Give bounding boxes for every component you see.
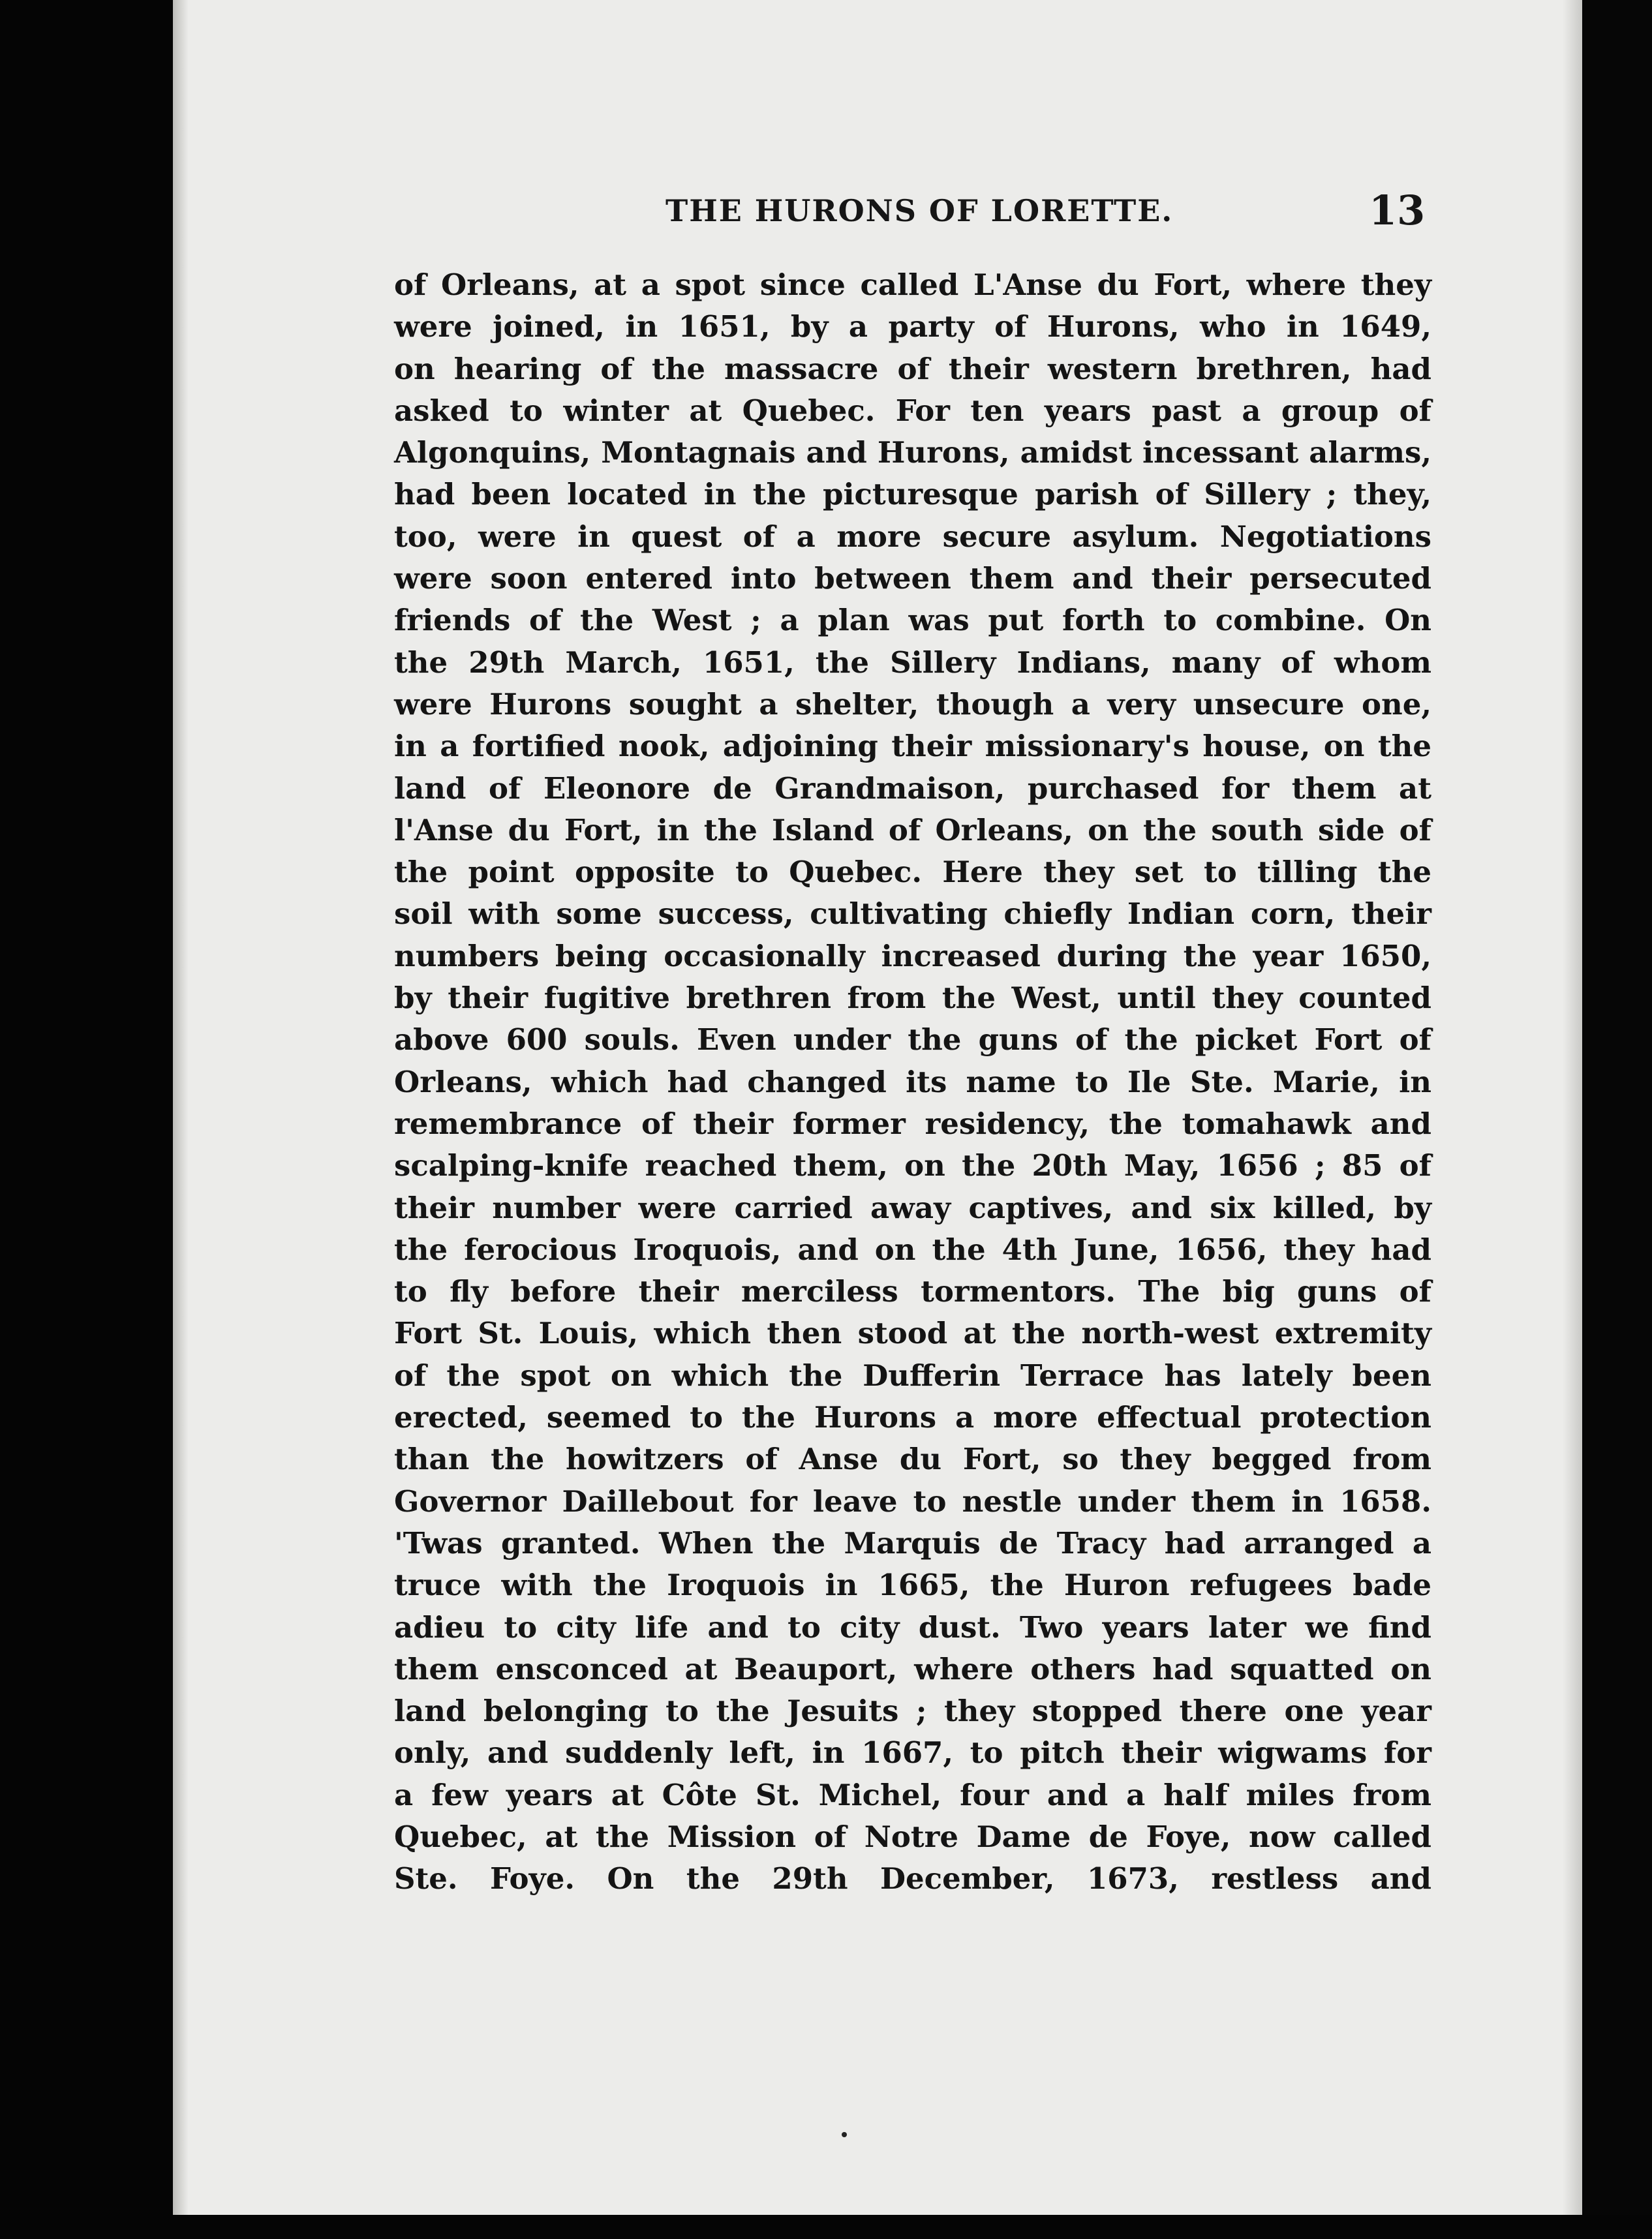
text-line: Governor Daillebout for leave to nestle under them in 1658.: [394, 1484, 1431, 1519]
text-line: the ferocious Iroquois, and on the 4th June, 1656, they had: [394, 1232, 1431, 1267]
text-line: Orleans, which had changed its name to Ile Ste. Marie, in: [394, 1064, 1431, 1099]
text-line: were soon entered into between them and their persecuted: [394, 561, 1431, 596]
text-line: numbers being occasionally increased during the year 1650,: [394, 938, 1431, 973]
text-line: of Orleans, at a spot since called L'Anse du Fort, where they: [394, 267, 1431, 302]
scan-border-right: [1582, 0, 1652, 2239]
text-line: Quebec, at the Mission of Notre Dame de Foye, now called: [394, 1819, 1431, 1854]
page-gutter-shadow: [173, 0, 189, 2215]
scan-border-bottom: [0, 2215, 1652, 2239]
text-line: to fly before their merciless tormentors. The big guns of: [394, 1274, 1431, 1309]
text-line: were joined, in 1651, by a party of Hurons, who in 1649,: [394, 309, 1431, 344]
text-line: too, were in quest of a more secure asylum. Negotiations: [394, 519, 1431, 554]
text-line: on hearing of the massacre of their western brethren, had: [394, 351, 1431, 386]
text-line: Fort St. Louis, which then stood at the north-west extremity: [394, 1316, 1431, 1351]
text-line: adieu to city life and to city dust. Two years later we find: [394, 1609, 1431, 1645]
ink-speck: [842, 2132, 847, 2137]
text-line: in a fortified nook, adjoining their missionary's house, on the: [394, 729, 1431, 764]
text-line: Ste. Foye. On the 29th December, 1673, restless and: [394, 1861, 1431, 1896]
text-line: had been located in the picturesque parish of Sillery ; they,: [394, 477, 1431, 512]
text-line: Algonquins, Montagnais and Hurons, amidst incessant alarms,: [394, 435, 1431, 470]
text-line: the 29th March, 1651, the Sillery Indians, many of whom: [394, 645, 1431, 680]
text-line: their number were carried away captives, and six killed, by: [394, 1190, 1431, 1225]
text-line: soil with some success, cultivating chiefly Indian corn, their: [394, 896, 1431, 932]
text-line: them ensconced at Beauport, where others had squatted on: [394, 1651, 1431, 1686]
text-line: land belonging to the Jesuits ; they stopped there one year: [394, 1694, 1431, 1729]
body-text: [394, 264, 1431, 1900]
page-edge-shadow: [1563, 0, 1582, 2215]
text-line: the point opposite to Quebec. Here they set to tilling the: [394, 855, 1431, 890]
text-line: friends of the West ; a plan was put forth to combine. On: [394, 603, 1431, 638]
text-line: only, and suddenly left, in 1667, to pitch their wigwams for: [394, 1735, 1431, 1771]
text-line: land of Eleonore de Grandmaison, purchased for them at: [394, 770, 1431, 806]
text-line: asked to winter at Quebec. For ten years past a group of: [394, 393, 1431, 428]
text-line: were Hurons sought a shelter, though a very unsecure one,: [394, 686, 1431, 722]
text-line: of the spot on which the Dufferin Terrace has lately been: [394, 1358, 1431, 1393]
text-line: truce with the Iroquois in 1665, the Huron refugees bade: [394, 1568, 1431, 1603]
text-line: a few years at Côte St. Michel, four and a half miles from: [394, 1777, 1431, 1812]
text-line: l'Anse du Fort, in the Island of Orleans, on the south side of: [394, 812, 1431, 847]
text-line: than the howitzers of Anse du Fort, so they begged from: [394, 1442, 1431, 1477]
text-line: 'Twas granted. When the Marquis de Tracy had arranged a: [394, 1525, 1431, 1561]
scan-border-left: [0, 0, 173, 2239]
text-line: remembrance of their former residency, the tomahawk and: [394, 1106, 1431, 1141]
page-number: 13: [1369, 187, 1426, 234]
text-line: by their fugitive brethren from the West, until they counted: [394, 981, 1431, 1016]
running-title: THE HURONS OF LORETTE.: [665, 193, 1174, 228]
text-line: above 600 souls. Even under the guns of the picket Fort of: [394, 1022, 1431, 1058]
text-line: scalping-knife reached them, on the 20th May, 1656 ; 85 of: [394, 1148, 1431, 1183]
text-line: erected, seemed to the Hurons a more effectual protection: [394, 1400, 1431, 1435]
